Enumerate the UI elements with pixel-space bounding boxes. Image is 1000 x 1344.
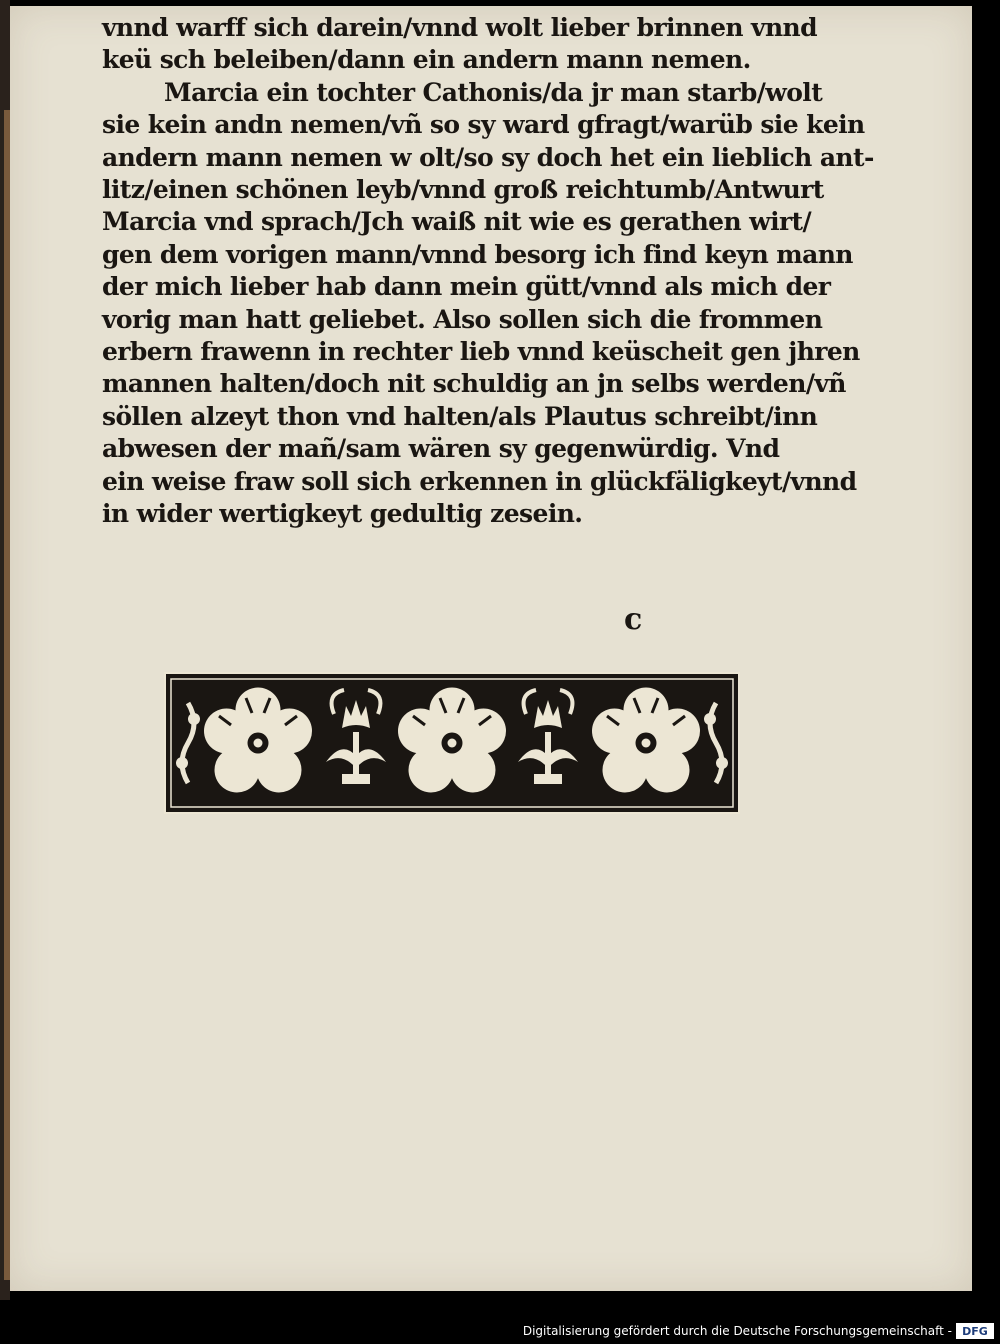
text-line: erbern frawenn in rechter lieb vnnd keüscheit gen jhren [102,337,860,367]
text-line: vnnd warff sich darein/vnnd wolt lieber brinnen vnnd [102,13,818,42]
text-line: litz/einen schönen leyb/vnnd groß reichtumb/Antwurt [102,175,824,205]
text-line: der mich lieber hab dann mein gütt/vnnd als mich der [102,272,831,302]
text-line: in wider wertigkeyt gedultig zesein. [102,499,583,529]
text-line: vorig man hatt geliebet. Also sollen sich die frommen [102,304,823,334]
text-line: andern mann nemen w olt/so sy doch het ein lieblich ant- [102,142,874,172]
text-line: gen dem vorigen mann/vnnd besorg ich find keyn mann [102,239,853,269]
floral-ornament-icon [164,672,740,814]
text-line: ein weise fraw soll sich erkennen in glückfäligkeyt/vnnd [102,466,857,496]
catchword: c [624,602,643,637]
digitization-credit: Digitalisierung gefördert durch die Deutsche Forschungsgemeinschaft - [522,1324,952,1338]
text-line: sie kein andn nemen/vñ so sy ward gfragt/warüb sie kein [102,110,865,140]
text-line: keü sch beleiben/dann ein andern mann nemen. [102,45,751,75]
text-line: Marcia vnd sprach/Jch waiß nit wie es gerathen wirt/ [102,207,812,237]
book-page [10,6,972,1291]
text-line: mannen halten/doch nit schuldig an jn selbs werden/vñ [102,369,846,399]
dfg-logo-icon: DFG [956,1323,994,1339]
text-line: abwesen der mañ/sam wären sy gegenwürdig. Vnd [102,434,780,464]
text-line: söllen alzeyt thon vnd halten/als Plautus schreibt/inn [102,401,818,431]
text-block [102,12,874,531]
text-line: Marcia ein tochter Cathonis/da jr man starb/wolt [164,77,823,107]
